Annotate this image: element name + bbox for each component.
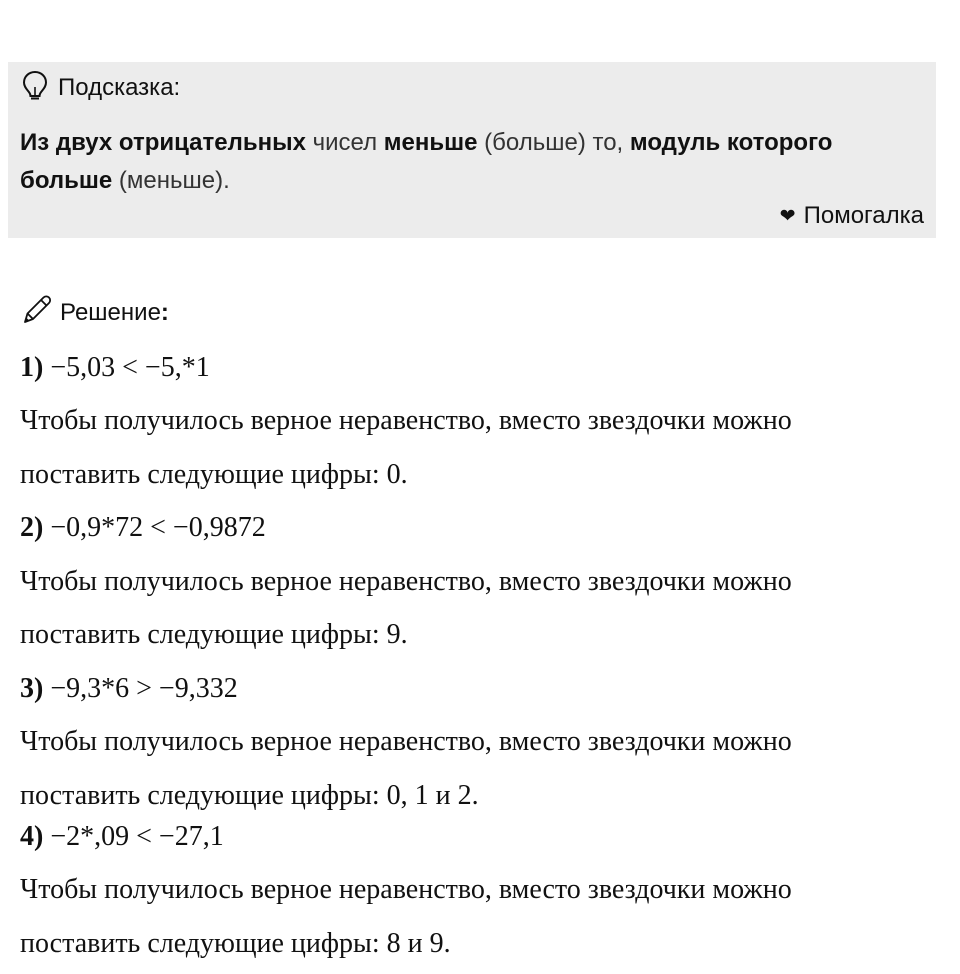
- step-3-text-line-2: поставить следующие цифры: 0, 1 и 2.: [20, 780, 479, 811]
- hint-header: [20, 72, 180, 104]
- step-3-expression: [20, 673, 238, 705]
- step-3-number: 3): [20, 673, 44, 704]
- hint-bold-2: меньше: [383, 129, 478, 156]
- step-4-inequality: −2*,09 < −27,1: [43, 821, 224, 852]
- step-3-text-line-1: Чтобы получилось верное неравенство, вместо звездочки можно: [20, 726, 792, 757]
- step-2-inequality: −0,9*72 < −0,9872: [43, 512, 266, 543]
- pencil-icon: [20, 293, 60, 334]
- hint-normal-3: (меньше).: [112, 167, 230, 194]
- step-4-number: 4): [20, 821, 44, 852]
- step-1-number: 1): [20, 352, 44, 383]
- step-2-text-line-1: Чтобы получилось верное неравенство, вместо звездочки можно: [20, 566, 792, 597]
- step-2-text-line-2: поставить следующие цифры: 9.: [20, 619, 408, 650]
- solution-colon: :: [160, 299, 169, 326]
- hint-box: [8, 62, 936, 238]
- step-1-inequality: −5,03 < −5,*1: [43, 352, 210, 383]
- step-1-expression: [20, 352, 210, 384]
- step-1-text-line-1: Чтобы получилось верное неравенство, вместо звездочки можно: [20, 405, 792, 436]
- hint-normal-1: чисел: [305, 129, 384, 156]
- hint-bold-3: модуль которого: [629, 129, 833, 156]
- heart-icon: ❤: [779, 205, 796, 227]
- solution-header: [20, 296, 169, 330]
- step-2-expression: [20, 512, 266, 544]
- hint-bold-4: больше: [20, 167, 113, 194]
- step-4-text-line-2: поставить следующие цифры: 8 и 9.: [20, 928, 451, 959]
- hint-bold-1: Из двух отрицательных: [20, 129, 306, 156]
- helper-link-label: Помогалка: [803, 202, 924, 229]
- step-4-expression: [20, 821, 224, 853]
- hint-normal-2: (больше) то,: [477, 129, 630, 156]
- step-4-text-line-1: Чтобы получилось верное неравенство, вместо звездочки можно: [20, 874, 792, 905]
- hint-text: [20, 124, 930, 200]
- step-3-inequality: −9,3*6 > −9,332: [43, 673, 238, 704]
- hint-title: Подсказка:: [58, 74, 181, 101]
- helper-link[interactable]: [780, 202, 924, 230]
- lightbulb-icon: [20, 69, 58, 108]
- step-2-number: 2): [20, 512, 44, 543]
- solution-title: Решение: [60, 299, 161, 326]
- step-1-text-line-2: поставить следующие цифры: 0.: [20, 459, 408, 490]
